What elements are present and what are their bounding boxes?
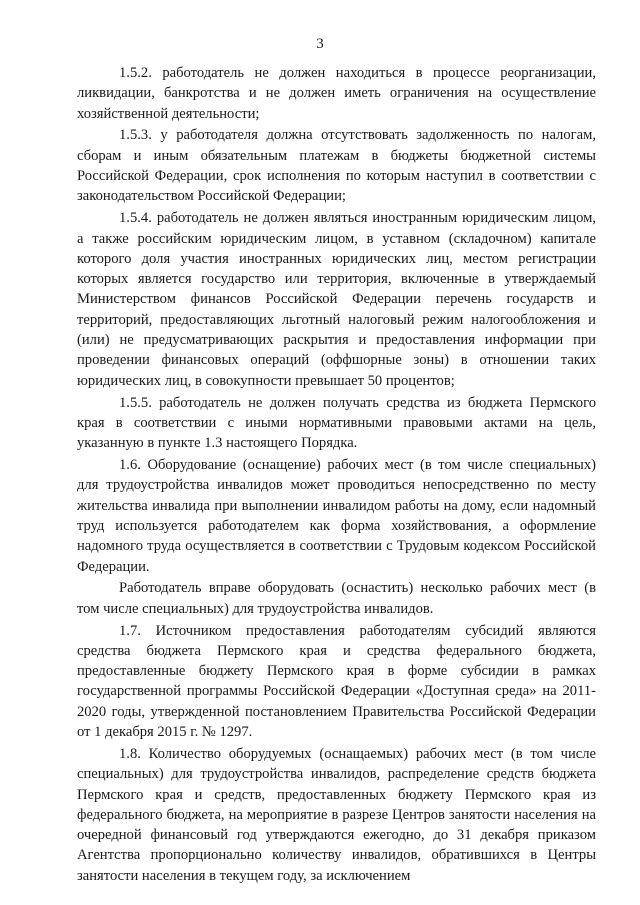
paragraph-1-6: 1.6. Оборудование (оснащение) рабочих мест (в том числе специальных) для трудоустройства инвалидов может проводиться непосредственно по месту жительства инвалида при выполнении инвалидом работы на дому, если надомный труд используется работодателем как форма хозяйствования, а оформление надомного труда осуществляется в соответствии с Трудовым кодексом Российской Федерации. bbox=[77, 457, 596, 575]
paragraph-1-5-2: 1.5.2. работодатель не должен находиться в процессе реорганизации, ликвидации, банкротства и не должен иметь ограничения на осуществление хозяйственной деятельности; bbox=[77, 65, 596, 122]
paragraph-1-7: 1.7. Источником предоставления работодателям субсидий являются средства бюджета Пермского края и средства федерального бюджета, предоставленные бюджету Пермского края в форме субсидии в рамках государственной программы Российской Федерации «Доступная среда» на 2011-2020 годы, утвержденной постановлением Правительства Российской Федерации от 1 декабря 2015 г. № 1297. bbox=[77, 622, 596, 741]
page-number: 3 bbox=[316, 36, 324, 52]
paragraph-1-5-4: 1.5.4. работодатель не должен являться иностранным юридическим лицом, а также российским юридическим лицом, в уставном (складочном) капитале которого доля участия иностранных юридических лиц, местом регистрации которых является государство или территория, включенные в утверждаемый Министерством финансов Российской Федерации перечень государств и территорий, предоставляющих льготный налоговый режим налогообложения и (или) не предусматривающих раскрытия и предоставления информации при проведении финансовых операций (оффшорные зоны) в отношении таких юридических лиц, в совокупности превышает 50 процентов; bbox=[77, 210, 596, 389]
paragraph-1-6-continued: Работодатель вправе оборудовать (оснастить) несколько рабочих мест (в том числе специальных) для трудоустройства инвалидов. bbox=[77, 580, 596, 617]
document-body bbox=[77, 63, 596, 888]
paragraph-1-8: 1.8. Количество оборудуемых (оснащаемых) рабочих мест (в том числе специальных) для трудоустройства инвалидов, распределение средств бюджета Пермского края и средств, предоставленных бюджету Пермского края из федерального бюджета, на мероприятие в разрезе Центров занятости населения на очередной финансовый год утверждаются ежегодно, до 31 декабря приказом Агентства пропорционально количеству инвалидов, обратившихся в Центры занятости населения в текущем году, за исключением bbox=[77, 745, 596, 884]
paragraph-1-5-5: 1.5.5. работодатель не должен получать средства из бюджета Пермского края в соответствии с иными нормативными правовыми актами на цель, указанную в пункте 1.3 настоящего Порядка. bbox=[77, 394, 596, 452]
paragraph-1-5-3: 1.5.3. у работодателя должна отсутствовать задолженность по налогам, сборам и иным обязательным платежам в бюджеты бюджетной системы Российской Федерации, срок исполнения по которым наступил в соответствии с законодательством Российской Федерации; bbox=[77, 127, 596, 205]
